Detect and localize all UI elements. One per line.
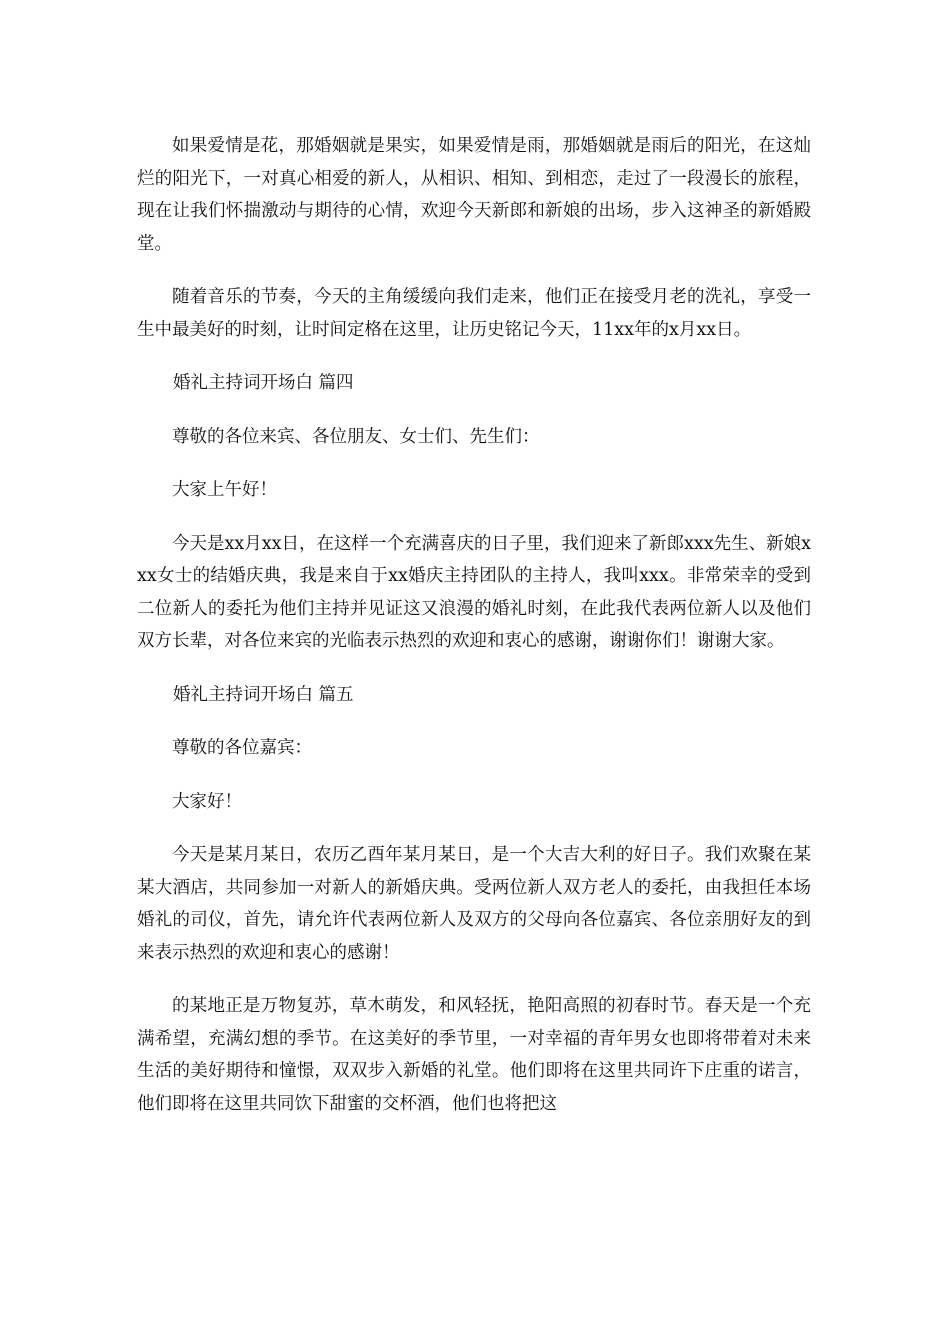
greeting: 大家好！	[172, 791, 242, 812]
paragraph: 今天是某月某日，农历乙酉年某月某日，是一个大吉大利的好日子。我们欢聚在某某大酒店，共同参加一对新人的新婚庆典。受两位新人双方老人的委托，由我担任本场婚礼的司仪，首先，请允许代表两位新人及双方的父母向各位嘉宾、各位亲朋好友的到来表示热烈的欢迎和衷心的感谢！	[137, 845, 811, 963]
document-body	[137, 130, 811, 1120]
paragraph: 今天是xx月xx日，在这样一个充满喜庆的日子里，我们迎来了新郎xxx先生、新娘xxx女士的结婚庆典，我是来自于xx婚庆主持团队的主持人，我叫xxx。非常荣幸的受到二位新人的委托为他们主持并见证这又浪漫的婚礼时刻，在此我代表两位新人以及他们双方长辈，对各位来宾的光临表示热烈的欢迎和衷心的感谢，谢谢你们！谢谢大家。	[137, 533, 811, 651]
paragraph: 随着音乐的节奏，今天的主角缓缓向我们走来，他们正在接受月老的洗礼，享受一生中最美好的时刻，让时间定格在这里，让历史铭记今天，11xx年的x月xx日。	[137, 287, 811, 340]
paragraph: 的某地正是万物复苏，草木萌发，和风轻抚，艳阳高照的初春时节。春天是一个充满希望，充满幻想的季节。在这美好的季节里，一对幸福的青年男女也即将带着对未来生活的美好期待和憧憬，双双步入新婚的礼堂。他们即将在这里共同许下庄重的诺言，他们即将在这里共同饮下甜蜜的交杯酒，他们也将把这	[137, 996, 811, 1114]
section-heading: 婚礼主持词开场白 篇五	[173, 684, 354, 705]
salutation: 尊敬的各位来宾、各位朋友、女士们、先生们：	[172, 426, 540, 447]
salutation: 尊敬的各位嘉宾：	[172, 738, 312, 758]
paragraph: 如果爱情是花，那婚姻就是果实，如果爱情是雨，那婚姻就是雨后的阳光，在这灿烂的阳光下，一对真心相爱的新人，从相识、相知、到相恋，走过了一段漫长的旅程，现在让我们怀揣激动与期待的心情，欢迎今天新郎和新娘的出场，步入这神圣的新婚殿堂。	[137, 136, 811, 254]
greeting: 大家上午好！	[172, 480, 277, 500]
section-heading: 婚礼主持词开场白 篇四	[173, 373, 354, 393]
